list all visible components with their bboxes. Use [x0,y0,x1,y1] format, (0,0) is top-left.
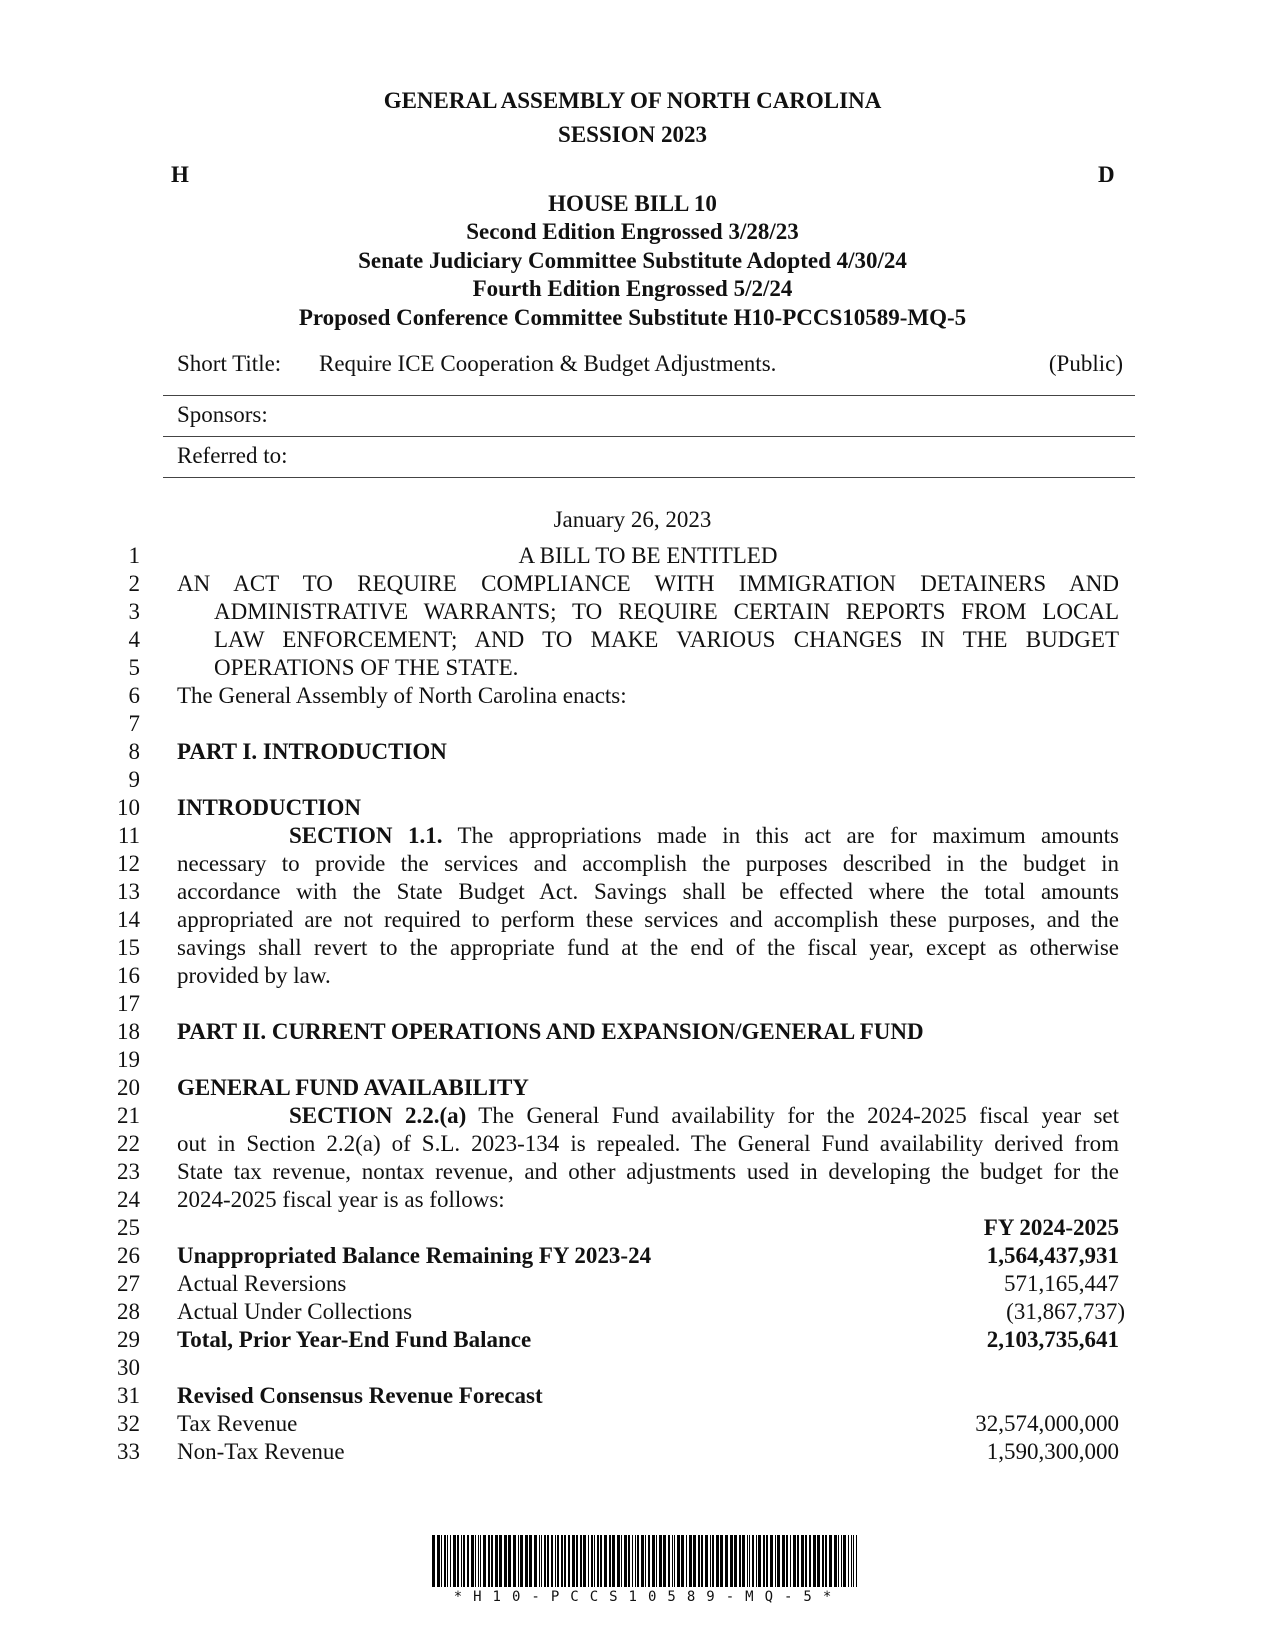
line-number: 23 [117,1159,140,1184]
line-number: 10 [117,795,140,820]
line-number: 19 [117,1047,140,1072]
bill-caption: A BILL TO BE ENTITLED [518,543,778,568]
table-row-label: Unappropriated Balance Remaining FY 2023-24 [177,1243,652,1268]
line-number: 22 [117,1131,140,1156]
public-flag: (Public) [1048,351,1123,376]
line-number: 5 [128,655,140,680]
section-label: SECTION 1.1. [289,823,443,848]
assembly-heading: GENERAL ASSEMBLY OF NORTH CAROLINA [383,88,882,113]
section-label: SECTION 2.2.(a) [289,1103,467,1128]
line-number: 30 [117,1355,140,1380]
line-number: 9 [128,767,140,792]
session-heading: SESSION 2023 [558,122,707,147]
line-number: 11 [117,823,140,848]
part-heading: PART II. CURRENT OPERATIONS AND EXPANSION/GENERAL FUND [177,1019,924,1044]
table-row-value: 32,574,000,000 [975,1411,1119,1436]
section-text-line: savings shall revert to the appropriate fund at the end of the fiscal year, except as otherwise [177,935,1119,960]
line-number: 14 [117,907,140,932]
line-number: 27 [117,1271,140,1296]
barcode-text: *H10-PCCS10589-MQ-5* [453,1589,843,1605]
line-number: 7 [128,711,140,736]
table-row-value: 2,103,735,641 [986,1327,1119,1352]
table-row-label: Non-Tax Revenue [177,1439,345,1464]
line-number: 1 [128,543,140,568]
table-row-value: 1,590,300,000 [986,1439,1119,1464]
line-number: 24 [117,1187,140,1212]
line-number: 33 [117,1439,140,1464]
line-number: 16 [117,963,140,988]
act-title-line: LAW ENFORCEMENT; AND TO MAKE VARIOUS CHANGES IN THE BUDGET [214,627,1119,652]
chamber-code-left: H [171,162,189,187]
section-text-line: SECTION 1.1. The appropriations made in this act are for maximum amounts [289,823,1119,848]
line-number: 21 [117,1103,140,1128]
section-text-line: SECTION 2.2.(a) The General Fund availability for the 2024-2025 fiscal year set [289,1103,1119,1128]
line-number: 17 [117,991,140,1016]
line-number: 15 [117,935,140,960]
act-title-line: ADMINISTRATIVE WARRANTS; TO REQUIRE CERTAIN REPORTS FROM LOCAL [214,599,1119,624]
table-row-label: Revised Consensus Revenue Forecast [177,1383,543,1408]
line-number: 32 [117,1411,140,1436]
line-number: 3 [128,599,140,624]
section-text-line: accordance with the State Budget Act. Savings shall be effected where the total amounts [177,879,1119,904]
short-title-value: Require ICE Cooperation & Budget Adjustments. [319,351,777,376]
fiscal-year-column-header: FY 2024-2025 [983,1215,1119,1240]
line-number: 31 [117,1383,140,1408]
line-number: 28 [117,1299,140,1324]
section-text-line: necessary to provide the services and accomplish the purposes described in the budget in [177,851,1119,876]
act-title-line: OPERATIONS OF THE STATE. [214,655,519,680]
line-number: 18 [117,1019,140,1044]
table-row-label: Total, Prior Year-End Fund Balance [177,1327,532,1352]
sponsors-label: Sponsors: [177,402,268,427]
short-title-label: Short Title: [177,351,282,376]
part-heading: PART I. INTRODUCTION [177,739,447,764]
edition-line: Senate Judiciary Committee Substitute Adopted 4/30/24 [358,248,907,273]
section-text-line: out in Section 2.2(a) of S.L. 2023-134 is repealed. The General Fund availability derived from [177,1131,1119,1156]
line-number: 8 [128,739,140,764]
section-text-line: 2024-2025 fiscal year is as follows: [177,1187,505,1212]
edition-line: Second Edition Engrossed 3/28/23 [466,219,799,244]
table-row-value: 1,564,437,931 [986,1243,1119,1268]
table-row-value: 571,165,447 [1004,1271,1119,1296]
table-row-value: (31,867,737) [1006,1299,1125,1324]
chamber-code-right: D [1098,162,1115,187]
referred-label: Referred to: [177,443,288,468]
barcode-icon [432,1535,864,1587]
edition-line: Fourth Edition Engrossed 5/2/24 [472,276,793,301]
line-number: 26 [117,1243,140,1268]
divider [163,395,1135,396]
table-row-label: Tax Revenue [177,1411,298,1436]
line-number: 20 [117,1075,140,1100]
section-heading: GENERAL FUND AVAILABILITY [177,1075,529,1100]
section-text-line: appropriated are not required to perform these services and accomplish these purposes, and the [177,907,1119,932]
line-number: 25 [117,1215,140,1240]
section-text-line: State tax revenue, nontax revenue, and other adjustments used in developing the budget for the [177,1159,1119,1184]
act-title-line: AN ACT TO REQUIRE COMPLIANCE WITH IMMIGRATION DETAINERS AND [177,571,1119,596]
enacting-clause: The General Assembly of North Carolina enacts: [177,683,627,708]
bill-date: January 26, 2023 [553,507,712,532]
line-number: 13 [117,879,140,904]
table-row-label: Actual Reversions [177,1271,347,1296]
table-row-label: Actual Under Collections [177,1299,413,1324]
edition-line: Proposed Conference Committee Substitute H10-PCCS10589-MQ-5 [298,305,967,330]
line-number: 2 [128,571,140,596]
line-number: 4 [128,627,140,652]
divider [163,436,1135,437]
line-number: 12 [117,851,140,876]
section-text-line: provided by law. [177,963,331,988]
line-number: 6 [128,683,140,708]
bill-number: HOUSE BILL 10 [548,191,717,216]
line-number: 29 [117,1327,140,1352]
section-heading: INTRODUCTION [177,795,362,820]
divider [163,477,1135,478]
